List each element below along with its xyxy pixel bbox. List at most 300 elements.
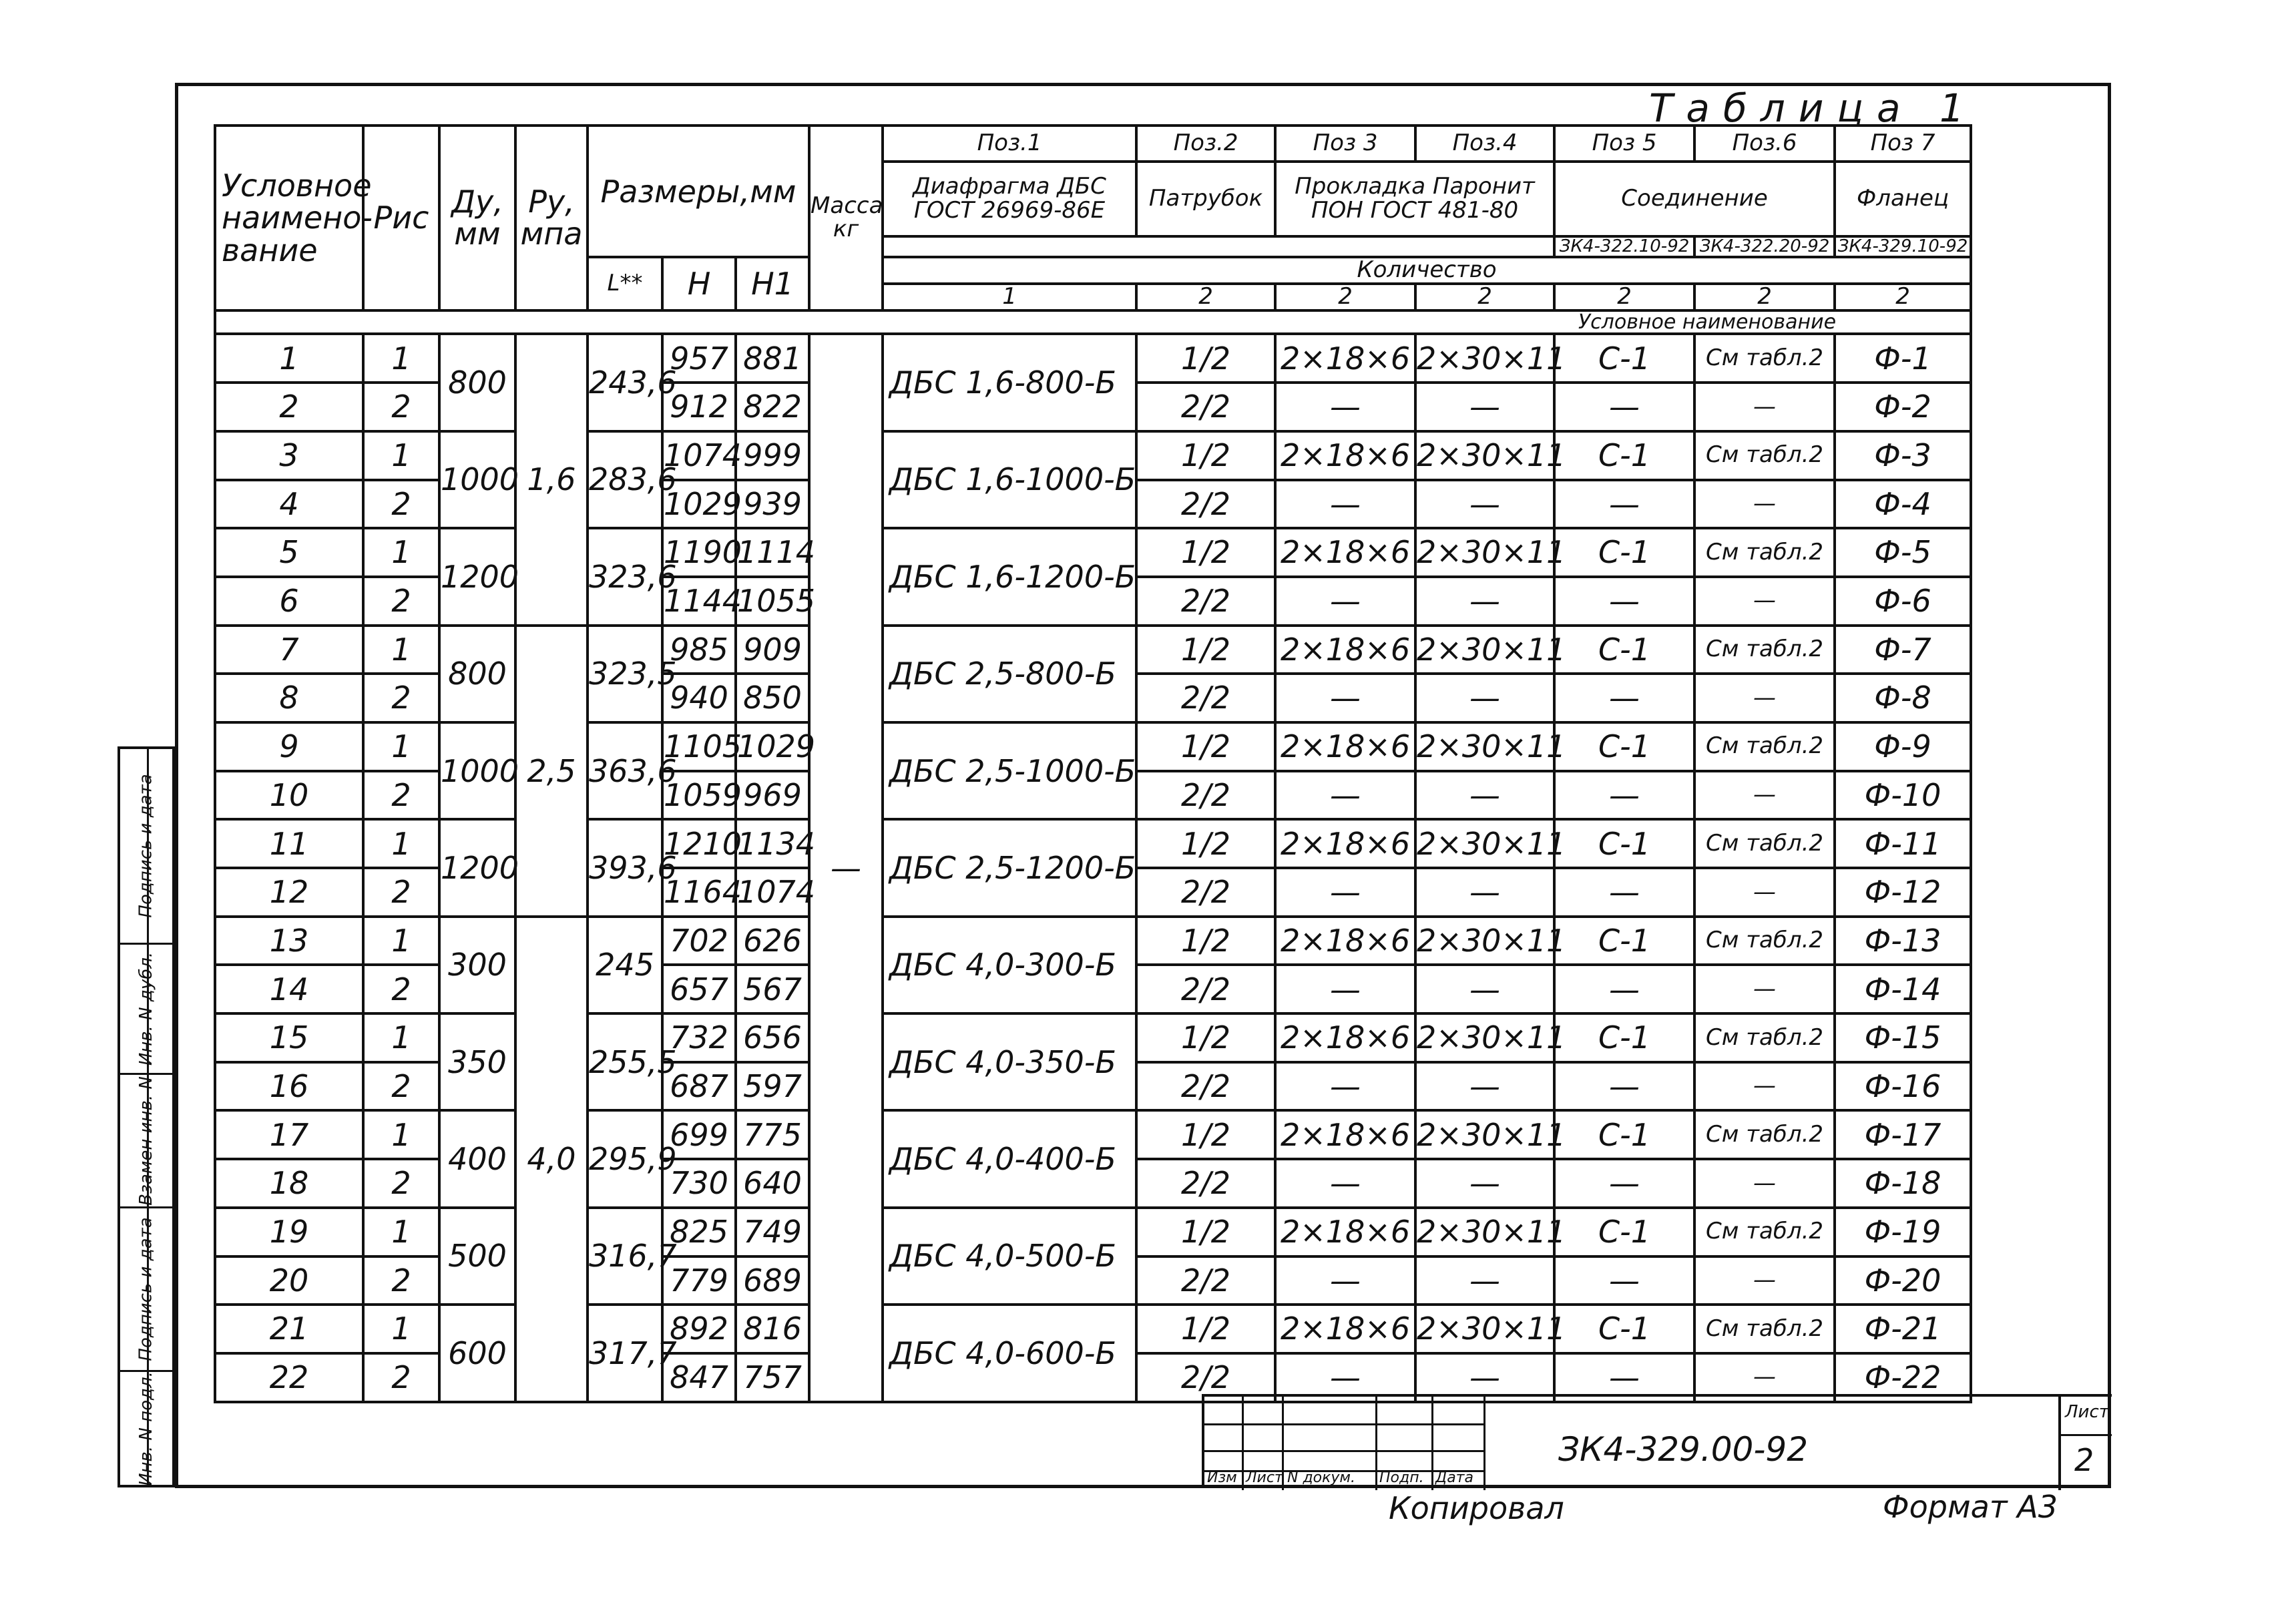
row-pos6: — [1694,1062,1835,1111]
row-cond-name: ДБС 1,6-1200-Б [883,528,1136,625]
sheet-number-box [2058,1397,2112,1490]
format-label: Формат А3 [1883,1489,2058,1525]
row-pos3: 2×18×6 [1275,1013,1415,1062]
row-ris: 2 [363,771,439,820]
row-ris: 1 [363,626,439,674]
row-dy: 600 [439,1305,515,1401]
row-pos2: 2/2 [1136,868,1275,917]
row-ris: 2 [363,1353,439,1402]
row-pos7: Ф-2 [1835,383,1971,431]
table-row [215,626,1971,674]
table-row [215,1208,1971,1256]
title-block [1202,1394,2112,1487]
row-pos2: 1/2 [1136,722,1275,771]
row-pos4: 2×30×11 [1415,1208,1554,1256]
row-h1: 1055 [736,577,809,626]
row-ris: 2 [363,1062,439,1111]
row-number: 5 [215,528,363,577]
row-pos4: 2×30×11 [1415,1305,1554,1353]
row-h: 779 [662,1256,736,1305]
row-number: 10 [215,771,363,820]
row-pos3: — [1275,965,1415,1013]
qty-pos7: 2 [1835,284,1971,310]
table-row [215,722,1971,771]
header-pos1: Поз.1 [883,126,1136,162]
header-h1: H1 [736,257,809,310]
header-blank [883,236,1554,257]
row-dy: 800 [439,626,515,722]
row-pos3: — [1275,1353,1415,1402]
row-pos5: С-1 [1554,1110,1694,1159]
row-pos7: Ф-21 [1835,1305,1971,1353]
row-l: 243,6 [588,334,662,431]
row-pos5: С-1 [1554,1208,1694,1256]
side-podpis2: Подпись и дата [136,774,156,918]
row-pos7: Ф-18 [1835,1159,1971,1208]
row-h: 1144 [662,577,736,626]
row-number: 6 [215,577,363,626]
row-pos4: 2×30×11 [1415,334,1554,383]
row-dy: 1000 [439,722,515,819]
row-pos5: С-1 [1554,819,1694,868]
row-pos3: 2×18×6 [1275,528,1415,577]
row-pos2: 1/2 [1136,334,1275,383]
row-ris: 1 [363,917,439,965]
stamp-row [1204,1450,1485,1452]
row-ris: 2 [363,1256,439,1305]
row-pos5: — [1554,868,1694,917]
stamp-list: Лист [1246,1469,1283,1486]
row-h: 732 [662,1013,736,1062]
row-cond-name: ДБС 4,0-600-Б [883,1305,1136,1401]
row-ris: 2 [363,868,439,917]
header-mass: Масса кг [809,126,883,310]
row-cond-name: ДБС 1,6-800-Б [883,334,1136,431]
row-l: 393,6 [588,819,662,916]
header-py: Ру, мпа [515,126,588,310]
row-pos4: — [1415,577,1554,626]
row-cond-name: ДБС 4,0-350-Б [883,1013,1136,1110]
row-pos5: С-1 [1554,1013,1694,1062]
header-l: L** [588,257,662,310]
row-dy: 400 [439,1110,515,1207]
stamp-col [1375,1397,1377,1490]
row-pos7: Ф-22 [1835,1353,1971,1402]
stamp-col [1431,1397,1433,1490]
row-pos6: См табл.2 [1694,528,1835,577]
row-pos6: — [1694,1353,1835,1402]
row-number: 21 [215,1305,363,1353]
row-pos5: С-1 [1554,1305,1694,1353]
row-pos7: Ф-6 [1835,577,1971,626]
stamp-col [1483,1397,1485,1490]
row-pos6: — [1694,480,1835,529]
row-pos2: 2/2 [1136,383,1275,431]
row-pos2: 2/2 [1136,771,1275,820]
row-dy: 500 [439,1208,515,1305]
row-h: 1190 [662,528,736,577]
row-pos3: — [1275,1062,1415,1111]
row-pos7: Ф-12 [1835,868,1971,917]
row-h1: 1134 [736,819,809,868]
row-h1: 626 [736,917,809,965]
row-pos7: Ф-15 [1835,1013,1971,1062]
row-pos6: См табл.2 [1694,1305,1835,1353]
row-number: 19 [215,1208,363,1256]
row-pos3: 2×18×6 [1275,1208,1415,1256]
side-inv-dubl: Инв. N дубл. [120,943,172,1073]
row-pos6: — [1694,868,1835,917]
row-pos6: — [1694,383,1835,431]
table-row [215,1013,1971,1062]
stamp-izm: Изм [1207,1469,1237,1486]
row-h: 912 [662,383,736,431]
row-pos2: 1/2 [1136,917,1275,965]
row-ris: 2 [363,383,439,431]
row-ris: 2 [363,965,439,1013]
row-pos5: С-1 [1554,528,1694,577]
row-h: 687 [662,1062,736,1111]
row-pos5: — [1554,771,1694,820]
table-row [215,917,1971,965]
row-pos3: — [1275,1256,1415,1305]
row-h1: 597 [736,1062,809,1111]
row-h1: 1029 [736,722,809,771]
row-ris: 1 [363,819,439,868]
row-h: 825 [662,1208,736,1256]
row-h: 957 [662,334,736,383]
row-h1: 909 [736,626,809,674]
row-h1: 640 [736,1159,809,1208]
row-h: 730 [662,1159,736,1208]
row-pos4: 2×30×11 [1415,1110,1554,1159]
row-number: 16 [215,1062,363,1111]
header-pos3: Поз 3 [1275,126,1415,162]
stamp-data: Дата [1435,1469,1473,1486]
row-pos4: 2×30×11 [1415,431,1554,480]
row-pos6: См табл.2 [1694,334,1835,383]
row-h1: 816 [736,1305,809,1353]
row-h1: 822 [736,383,809,431]
row-pos7: Ф-17 [1835,1110,1971,1159]
table-row [215,819,1971,868]
row-pos5: С-1 [1554,722,1694,771]
side-stamp [118,746,175,1487]
row-pos2: 1/2 [1136,528,1275,577]
row-h: 985 [662,626,736,674]
row-pos7: Ф-11 [1835,819,1971,868]
row-ris: 1 [363,528,439,577]
row-pos7: Ф-14 [1835,965,1971,1013]
row-py: 4,0 [515,917,588,1402]
row-pos2: 2/2 [1136,1159,1275,1208]
row-pos6: См табл.2 [1694,917,1835,965]
row-pos7: Ф-1 [1835,334,1971,383]
row-pos5: — [1554,480,1694,529]
row-pos2: 2/2 [1136,1353,1275,1402]
row-pos5: — [1554,577,1694,626]
row-h1: 969 [736,771,809,820]
row-ris: 1 [363,1013,439,1062]
row-pos4: — [1415,1256,1554,1305]
header-pos34-body: Прокладка Паронит ПОН ГОСТ 481-80 [1275,162,1554,236]
row-pos3: 2×18×6 [1275,819,1415,868]
row-number: 8 [215,674,363,722]
row-h: 1105 [662,722,736,771]
row-h: 702 [662,917,736,965]
row-pos4: — [1415,480,1554,529]
row-l: 283,6 [588,431,662,528]
header-pos7-body: Фланец [1835,162,1971,236]
row-ris: 1 [363,334,439,383]
row-pos4: 2×30×11 [1415,528,1554,577]
row-ris: 1 [363,722,439,771]
row-dy: 800 [439,334,515,431]
header-sizes: Размеры,мм [588,126,809,257]
row-pos6: — [1694,1159,1835,1208]
row-pos6: См табл.2 [1694,1013,1835,1062]
row-pos3: — [1275,1159,1415,1208]
row-number: 2 [215,383,363,431]
row-h: 847 [662,1353,736,1402]
row-number: 17 [215,1110,363,1159]
row-h: 657 [662,965,736,1013]
table-row [215,528,1971,577]
side-podpis-data: Подпись и дата [120,1206,172,1370]
row-py: 2,5 [515,626,588,917]
header-pos7: Поз 7 [1835,126,1971,162]
row-h: 940 [662,674,736,722]
header-name: Условное наимено- вание [215,126,363,310]
row-pos7: Ф-13 [1835,917,1971,965]
row-pos5: С-1 [1554,431,1694,480]
row-pos4: — [1415,674,1554,722]
row-pos5: — [1554,383,1694,431]
document-code: ЗК4-329.00-92 [1558,1430,1809,1469]
row-pos5: — [1554,1062,1694,1111]
header-pos2-body: Патрубок [1136,162,1275,236]
row-cond-name: ДБС 4,0-400-Б [883,1110,1136,1207]
row-h: 699 [662,1110,736,1159]
row-pos3: — [1275,383,1415,431]
qty-pos5: 2 [1554,284,1694,310]
row-pos5: С-1 [1554,917,1694,965]
row-pos7: Ф-16 [1835,1062,1971,1111]
row-pos3: — [1275,674,1415,722]
sheet-number: 2 [2074,1442,2094,1478]
row-pos5: С-1 [1554,334,1694,383]
row-h1: 689 [736,1256,809,1305]
row-pos4: 2×30×11 [1415,1013,1554,1062]
header-qty-label: Количество [883,257,1971,284]
row-h: 1059 [662,771,736,820]
row-pos3: — [1275,577,1415,626]
row-h: 1164 [662,868,736,917]
row-pos6: См табл.2 [1694,431,1835,480]
row-cond-name: ДБС 2,5-1000-Б [883,722,1136,819]
row-number: 3 [215,431,363,480]
row-l: 323,6 [588,528,662,625]
qty-pos1: 1 [883,284,1136,310]
row-pos5: — [1554,1256,1694,1305]
row-ris: 1 [363,1305,439,1353]
row-pos7: Ф-8 [1835,674,1971,722]
row-h1: 775 [736,1110,809,1159]
row-pos4: — [1415,965,1554,1013]
row-pos5: — [1554,965,1694,1013]
row-pos4: — [1415,1353,1554,1402]
row-l: 316,7 [588,1208,662,1305]
header-pos6-code: ЗК4-322.20-92 [1694,236,1835,257]
row-cond-name: ДБС 4,0-300-Б [883,917,1136,1013]
row-number: 14 [215,965,363,1013]
qty-pos6: 2 [1694,284,1835,310]
row-dy: 350 [439,1013,515,1110]
row-cond-name: ДБС 2,5-1200-Б [883,819,1136,916]
row-pos4: — [1415,868,1554,917]
row-ris: 2 [363,1159,439,1208]
header-pos6: Поз.6 [1694,126,1835,162]
copied-by: Копировал [1389,1490,1564,1526]
row-number: 22 [215,1353,363,1402]
row-number: 13 [215,917,363,965]
side-inv-podl: Инв. N подл. [120,1370,172,1485]
row-ris: 1 [363,431,439,480]
row-number: 15 [215,1013,363,1062]
header-pos2: Поз.2 [1136,126,1275,162]
table-row [215,1305,1971,1353]
row-pos7: Ф-5 [1835,528,1971,577]
row-pos4: 2×30×11 [1415,917,1554,965]
qty-pos4: 2 [1415,284,1554,310]
row-pos7: Ф-3 [1835,431,1971,480]
side-vzam: Взамен инв. N [120,1073,172,1206]
row-pos6: — [1694,674,1835,722]
row-dy: 1200 [439,819,515,916]
qty-pos2: 2 [1136,284,1275,310]
row-pos3: 2×18×6 [1275,1305,1415,1353]
row-pos6: — [1694,965,1835,1013]
row-pos7: Ф-10 [1835,771,1971,820]
row-pos3: — [1275,868,1415,917]
row-dy: 1000 [439,431,515,528]
header-pos4: Поз.4 [1415,126,1554,162]
stamp-row [1204,1423,1485,1425]
row-pos4: — [1415,1062,1554,1111]
stamp-podp: Подп. [1379,1469,1424,1486]
row-pos5: — [1554,1159,1694,1208]
header-pos5: Поз 5 [1554,126,1694,162]
row-pos2: 2/2 [1136,674,1275,722]
stamp-ndoc: N докум. [1287,1469,1356,1486]
row-h1: 850 [736,674,809,722]
row-pos6: См табл.2 [1694,722,1835,771]
header-cond-name: Условное наименование [215,310,1971,334]
row-cond-name: ДБС 4,0-500-Б [883,1208,1136,1305]
row-pos4: 2×30×11 [1415,819,1554,868]
row-pos2: 2/2 [1136,577,1275,626]
row-pos6: — [1694,577,1835,626]
qty-pos3: 2 [1275,284,1415,310]
row-pos2: 1/2 [1136,1013,1275,1062]
row-h: 892 [662,1305,736,1353]
row-h1: 1114 [736,528,809,577]
row-h1: 881 [736,334,809,383]
row-pos3: 2×18×6 [1275,917,1415,965]
row-pos2: 1/2 [1136,819,1275,868]
row-h1: 656 [736,1013,809,1062]
row-pos2: 1/2 [1136,1208,1275,1256]
header-pos56-body: Соединение [1554,162,1835,236]
row-l: 295,9 [588,1110,662,1207]
row-h1: 999 [736,431,809,480]
row-pos2: 2/2 [1136,965,1275,1013]
row-pos5: С-1 [1554,626,1694,674]
row-h1: 939 [736,480,809,529]
row-pos7: Ф-7 [1835,626,1971,674]
row-pos2: 1/2 [1136,1110,1275,1159]
row-pos4: — [1415,383,1554,431]
row-pos6: — [1694,771,1835,820]
table-row [215,334,1971,383]
row-pos5: — [1554,1353,1694,1402]
row-number: 4 [215,480,363,529]
row-cond-name: ДБС 2,5-800-Б [883,626,1136,722]
row-pos7: Ф-4 [1835,480,1971,529]
row-dy: 1200 [439,528,515,625]
row-h1: 757 [736,1353,809,1402]
row-l: 317,7 [588,1305,662,1401]
row-pos6: См табл.2 [1694,819,1835,868]
table-row [215,1110,1971,1159]
row-pos4: 2×30×11 [1415,626,1554,674]
header-h: H [662,257,736,310]
row-pos4: — [1415,1159,1554,1208]
row-h1: 749 [736,1208,809,1256]
row-pos7: Ф-19 [1835,1208,1971,1256]
row-l: 245 [588,917,662,1013]
header-ris: Рис [363,126,439,310]
row-number: 7 [215,626,363,674]
row-number: 11 [215,819,363,868]
header-dy: Ду, мм [439,126,515,310]
row-h: 1210 [662,819,736,868]
row-pos6: См табл.2 [1694,1110,1835,1159]
row-number: 20 [215,1256,363,1305]
row-number: 9 [215,722,363,771]
row-h: 1029 [662,480,736,529]
row-pos2: 1/2 [1136,1305,1275,1353]
row-pos3: — [1275,771,1415,820]
row-pos7: Ф-20 [1835,1256,1971,1305]
row-pos3: 2×18×6 [1275,1110,1415,1159]
row-number: 1 [215,334,363,383]
row-h: 1074 [662,431,736,480]
row-dy: 300 [439,917,515,1013]
table-row [215,431,1971,480]
header-pos1-body: Диафрагма ДБС ГОСТ 26969-86Е [883,162,1136,236]
row-pos4: 2×30×11 [1415,722,1554,771]
row-ris: 1 [363,1208,439,1256]
row-pos3: — [1275,480,1415,529]
row-number: 12 [215,868,363,917]
row-pos2: 2/2 [1136,1062,1275,1111]
row-l: 323,5 [588,626,662,722]
row-pos3: 2×18×6 [1275,626,1415,674]
row-ris: 2 [363,577,439,626]
sheet-divider [2061,1434,2112,1436]
stamp-col [1242,1397,1244,1490]
